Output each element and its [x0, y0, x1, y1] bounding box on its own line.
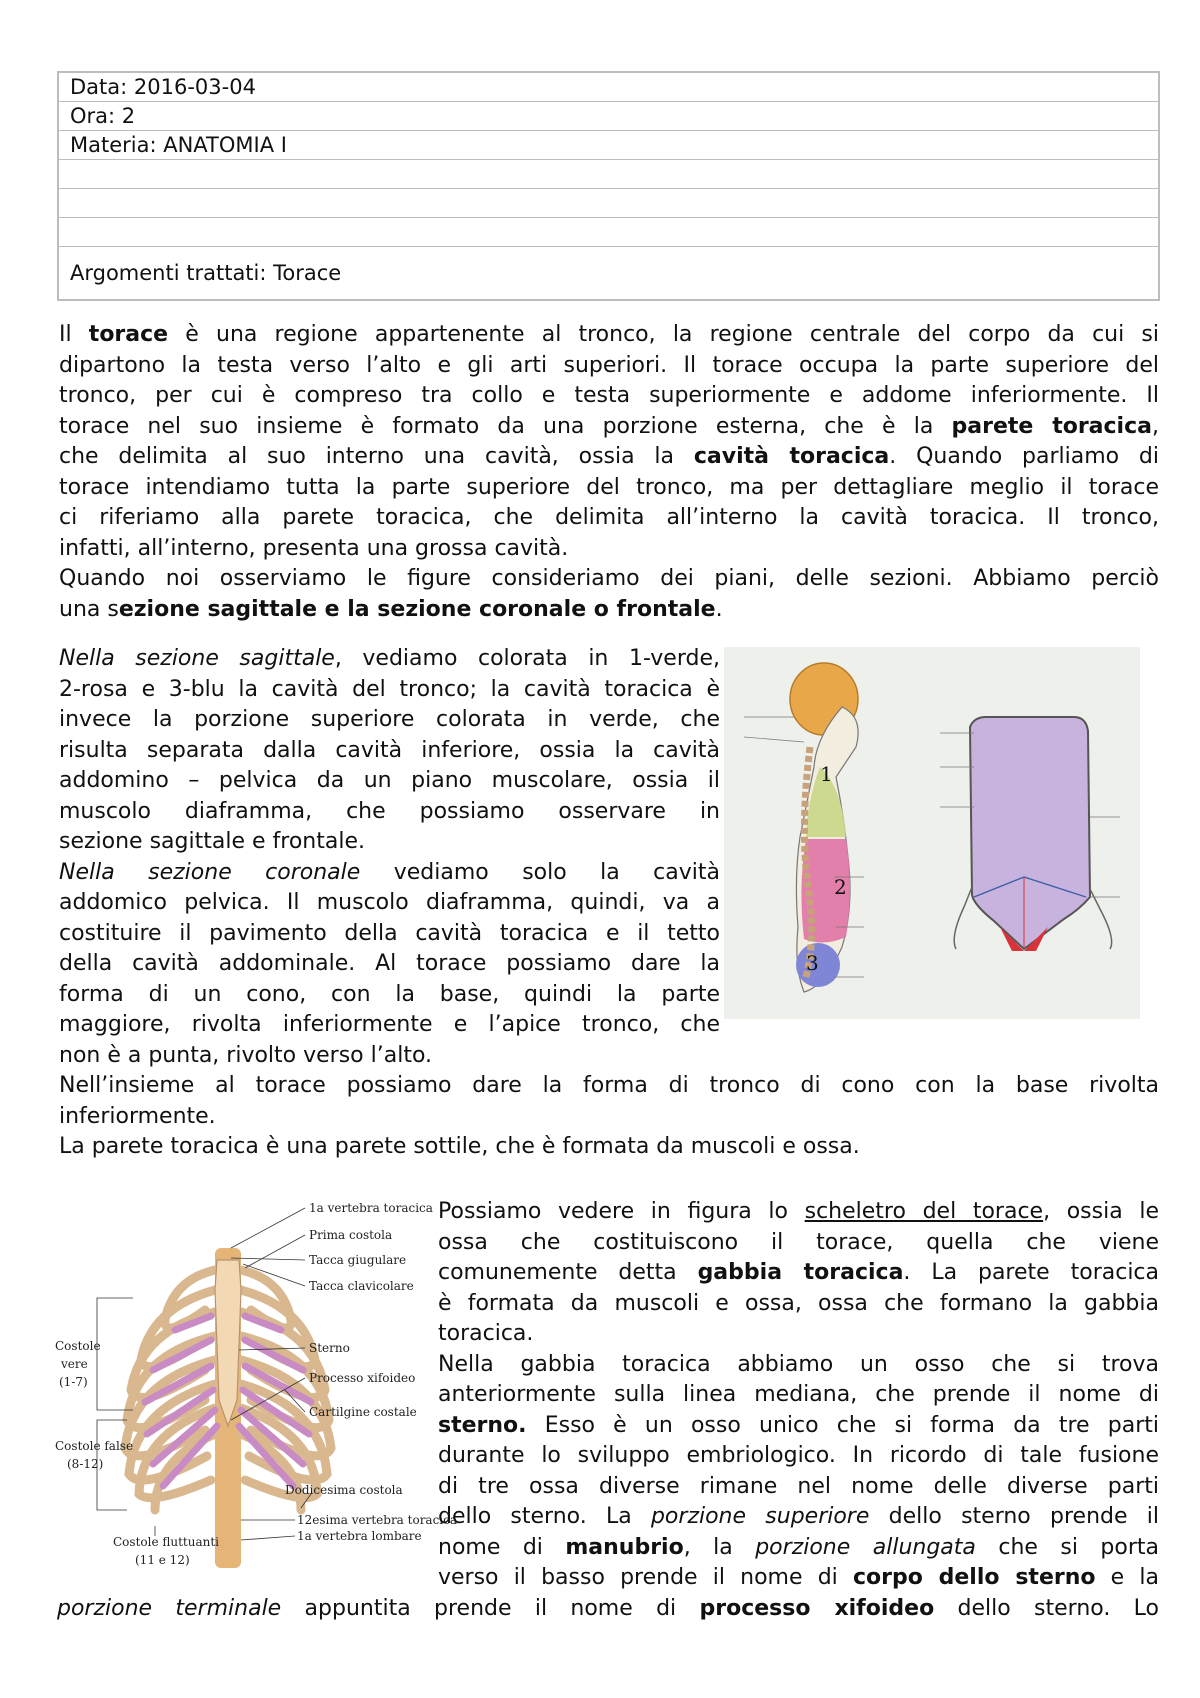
header-table [57, 71, 1160, 301]
ribcage-label: vere [61, 1357, 88, 1371]
ribcage-label: (1-7) [59, 1375, 88, 1389]
sagittal-label-3: 3 [806, 951, 819, 975]
paragraph-ribcage: Possiamo vedere in figura lo scheletro del torace, ossia le ossa che costituiscono il torace, quella che viene comunemente detta gabbia toracica. La parete toracica è formata da muscoli e ossa, ossa che formano la gabbia toracica. Nella gabbia toracica abbiamo un osso che si trova anteriormente sulla linea mediana, che prende il nome di sterno. Esso è un osso unico che si forma da tre parti durante lo sviluppo embriologico. In ricordo di tale fusione di tre ossa diverse rimane nel nome delle diverse parti dello sterno. La porzione superiore dello sterno prende il nome di manubrio, la porzione allungata che si porta verso il basso prende il nome di corpo dello sterno e la [438, 1199, 1160, 1590]
header-topics: Argomenti trattati: Torace [70, 261, 342, 285]
ribcage-label: Costole false [55, 1439, 134, 1453]
ribcage-label: (8-12) [67, 1457, 104, 1471]
ribcage-label: Cartilgine costale [309, 1405, 417, 1419]
sagittal-coronal-figure [724, 647, 1140, 1019]
ribcage-label: Dodicesima costola [285, 1483, 403, 1497]
ribcage-label: Processo xifoideo [309, 1371, 416, 1385]
sagittal-coronal-diagram [724, 647, 1140, 1019]
ribcage-figure [55, 1190, 458, 1575]
ribcage-label: Costole [55, 1339, 101, 1353]
paragraph-final-line: porzione terminale appuntita prende il nome di processo xifoideo dello sterno. Lo [57, 1596, 1159, 1621]
ribcage-label: Prima costola [309, 1228, 393, 1242]
ribcage-label: Tacca giugulare [309, 1253, 407, 1267]
ribcage-label: Tacca clavicolare [309, 1279, 414, 1293]
ribcage-label: Sterno [309, 1341, 350, 1355]
header-empty-row [59, 218, 1158, 247]
ribcage-label: (11 e 12) [135, 1553, 190, 1567]
sagittal-label-2: 2 [834, 875, 847, 899]
header-subject: Materia: ANATOMIA I [59, 131, 1158, 160]
ribcage-label: 1a vertebra lombare [297, 1529, 422, 1543]
header-hour: Ora: 2 [59, 102, 1158, 131]
paragraph-sections: Nella sezione sagittale, vediamo colorata in 1-verde, 2-rosa e 3-blu la cavità del tronco; la cavità toracica è invece la porzione superiore colorata in verde, che risulta separata dalla cavità inferiore, ossia la cavità addomino – pelvica da un piano muscolare, ossia il muscolo diaframma, che possiamo osservare in sezione sagittale e frontale. Nella sezione coronale vediamo solo la cavità addomico pelvica. Il muscolo diaframma, quindi, va a costituire il pavimento della cavità toracica e il tetto della cavità addominale. Al torace possiamo dare la forma di un cono, con la base, quindi la parte maggiore, rivolta inferiormente e l’apice tronco, che non è a punta, rivolto verso l’alto. [59, 646, 720, 1068]
paragraph-cone: Nell’insieme al torace possiamo dare la forma di tronco di cono con la base rivolta inferiormente. La parete toracica è una parete sottile, che è formata da muscoli e ossa. [59, 1073, 1159, 1159]
ribcage-label: 1a vertebra toracica [309, 1201, 433, 1215]
sagittal-label-1: 1 [820, 762, 833, 786]
ribcage-diagram [55, 1190, 458, 1575]
paragraph-intro: Il torace è una regione appartenente al tronco, la regione centrale del corpo da cui si dipartono la testa verso l’alto e gli arti superiori. Il torace occupa la parte superiore del tronco, per cui è compreso tra collo e testa superiormente e addome inferiormente. Il torace nel suo insieme è formato da una porzione esterna, che è la parete toracica, che delimita al suo interno una cavità, ossia la cavità toracica. Quando parliamo di torace intendiamo tutta la parte superiore del tronco, ma per dettagliare meglio il torace ci riferiamo alla parete toracica, che delimita all’interno la cavità toracica. Il tronco, infatti, all’interno, presenta una grossa cavità. Quando noi osserviamo le figure consideriamo dei piani, delle sezioni. Abbiamo perciò una sezione sagittale e la sezione coronale o frontale. [59, 322, 1160, 622]
header-empty-row [59, 189, 1158, 218]
header-empty-row [59, 160, 1158, 189]
header-date: Data: 2016-03-04 [59, 73, 1158, 102]
ribcage-label: Costole fluttuanti [113, 1535, 220, 1549]
ribcage-label: 12esima vertebra toracica [297, 1513, 458, 1527]
